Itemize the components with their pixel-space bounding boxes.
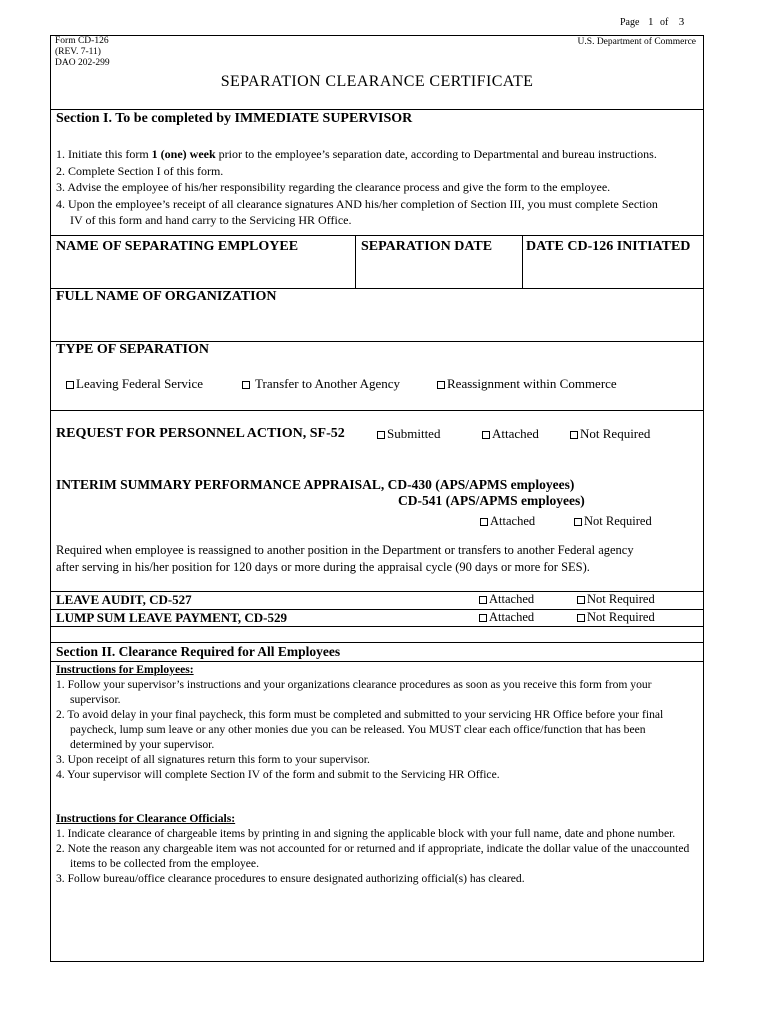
option-sf52-attached[interactable]: Attached	[482, 426, 539, 442]
initiated-date-field[interactable]	[525, 256, 700, 286]
list-item: 3. Upon receipt of all signatures return this form to your supervisor.	[56, 753, 370, 766]
section2-heading: Section II. Clearance Required for All Employees	[56, 644, 341, 659]
divider	[50, 642, 704, 643]
sf52-label: REQUEST FOR PERSONNEL ACTION, SF-52	[56, 426, 345, 441]
option-reassignment-commerce[interactable]: Reassignment within Commerce	[437, 376, 617, 392]
leave-audit-label: LEAVE AUDIT, CD-527	[56, 592, 192, 607]
option-sf52-not-required[interactable]: Not Required	[570, 426, 650, 442]
page-of: of	[659, 17, 669, 28]
appraisal-note: Required when employee is reassigned to another position in the Department or transfers to another Federal agency after serving in his/her position for 120 days or more during the appraisal cycle (90 days or more for SES).	[56, 543, 634, 574]
list-item: 2. Note the reason any chargeable item was not accounted for or returned and if appropriate, indicate the dollar value of the unaccounted items to be collected from the employee.	[56, 842, 690, 870]
employee-instructions	[56, 662, 700, 782]
organization-label: FULL NAME OF ORGANIZATION	[56, 289, 277, 304]
list-item: 2. To avoid delay in your final paycheck, this form must be completed and submitted to your servicing HR Office before your final paycheck, lump sum leave or any other monies due you can be released. You MUST clear each office/function that has been determined by your supervisor.	[56, 708, 664, 751]
checkbox[interactable]	[479, 614, 487, 622]
option-appraisal-not-required[interactable]: Not Required	[574, 514, 652, 529]
divider	[50, 410, 704, 411]
official-instructions-list	[56, 826, 700, 886]
divider	[50, 626, 704, 627]
form-dao: DAO 202-299	[55, 58, 110, 68]
instruction-item-cont: IV of this form and hand carry to the Servicing HR Office.	[70, 213, 352, 227]
checkbox[interactable]	[570, 431, 578, 439]
form-title: SEPARATION CLEARANCE CERTIFICATE	[220, 73, 534, 90]
separation-type-label: TYPE OF SEPARATION	[56, 342, 209, 357]
option-sf52-submitted[interactable]: Submitted	[377, 426, 440, 442]
option-transfer-agency[interactable]: Transfer to Another Agency	[242, 376, 400, 392]
separation-date-label: SEPARATION DATE	[361, 239, 493, 254]
section1-heading: Section I. To be completed by IMMEDIATE SUPERVISOR	[56, 111, 413, 126]
option-leave-audit-not-required[interactable]: Not Required	[577, 592, 655, 607]
option-appraisal-attached[interactable]: Attached	[480, 514, 535, 529]
checkbox[interactable]	[577, 614, 585, 622]
checkbox[interactable]	[437, 381, 445, 389]
official-instructions	[56, 811, 700, 886]
checkbox[interactable]	[377, 431, 385, 439]
cell-divider	[522, 235, 523, 288]
instruction-item: 3. Advise the employee of his/her responsibility regarding the clearance process and give the form to the employee.	[56, 180, 611, 194]
official-instructions-heading: Instructions for Clearance Officials:	[56, 812, 236, 825]
checkbox[interactable]	[242, 381, 250, 389]
list-item: 4. Your supervisor will complete Section IV of the form and submit to the Servicing HR Office.	[56, 768, 500, 781]
form-id-block	[55, 36, 110, 69]
cell-divider	[355, 235, 356, 288]
employee-name-field[interactable]	[52, 256, 352, 286]
page-indicator	[620, 16, 684, 28]
checkbox[interactable]	[66, 381, 74, 389]
appraisal-label-cd430: INTERIM SUMMARY PERFORMANCE APPRAISAL, CD-430 (APS/APMS employees)	[56, 477, 575, 492]
lump-sum-label: LUMP SUM LEAVE PAYMENT, CD-529	[56, 610, 288, 625]
checkbox[interactable]	[480, 518, 488, 526]
appraisal-label-cd541: CD-541 (APS/APMS employees)	[398, 493, 585, 508]
separation-date-field[interactable]	[358, 256, 518, 286]
organization-field[interactable]	[52, 306, 700, 338]
form-number: Form CD-126	[55, 36, 109, 46]
form-revision: (REV. 7-11)	[55, 47, 101, 57]
checkbox[interactable]	[574, 518, 582, 526]
option-leaving-federal-service[interactable]: Leaving Federal Service	[66, 376, 203, 392]
option-lump-sum-not-required[interactable]: Not Required	[577, 610, 655, 625]
option-leave-audit-attached[interactable]: Attached	[479, 592, 534, 607]
checkbox[interactable]	[479, 596, 487, 604]
page-number: 1	[647, 16, 654, 28]
department-name: U.S. Department of Commerce	[577, 37, 696, 47]
list-item: 1. Follow your supervisor’s instructions and your organizations clearance procedures as soon as you receive this form from your supervisor.	[56, 678, 652, 706]
employee-instructions-list	[56, 677, 700, 782]
instruction-item: 2. Complete Section I of this form.	[56, 163, 224, 178]
divider	[50, 109, 704, 110]
page-label: Page	[620, 17, 640, 28]
instruction-item: 1. Initiate this form 1 (one) week prior to the employee’s separation date, according to Departmental and bureau instructions.	[56, 147, 657, 161]
initiated-date-label: DATE CD-126 INITIATED	[526, 239, 691, 254]
employee-instructions-heading: Instructions for Employees:	[56, 663, 194, 676]
instruction-item: 4. Upon the employee’s receipt of all clearance signatures AND his/her completion of Section III, you must complete Section	[56, 196, 658, 211]
checkbox[interactable]	[482, 431, 490, 439]
list-item: 1. Indicate clearance of chargeable items by printing in and signing the applicable block with your full name, date and phone number.	[56, 827, 676, 840]
checkbox[interactable]	[577, 596, 585, 604]
section1-instructions	[56, 146, 696, 229]
page-total: 3	[678, 16, 685, 28]
list-item: 3. Follow bureau/office clearance procedures to ensure designated authorizing official(s) has cleared.	[56, 872, 525, 885]
employee-name-label: NAME OF SEPARATING EMPLOYEE	[56, 239, 299, 254]
option-lump-sum-attached[interactable]: Attached	[479, 610, 534, 625]
divider	[50, 235, 704, 236]
